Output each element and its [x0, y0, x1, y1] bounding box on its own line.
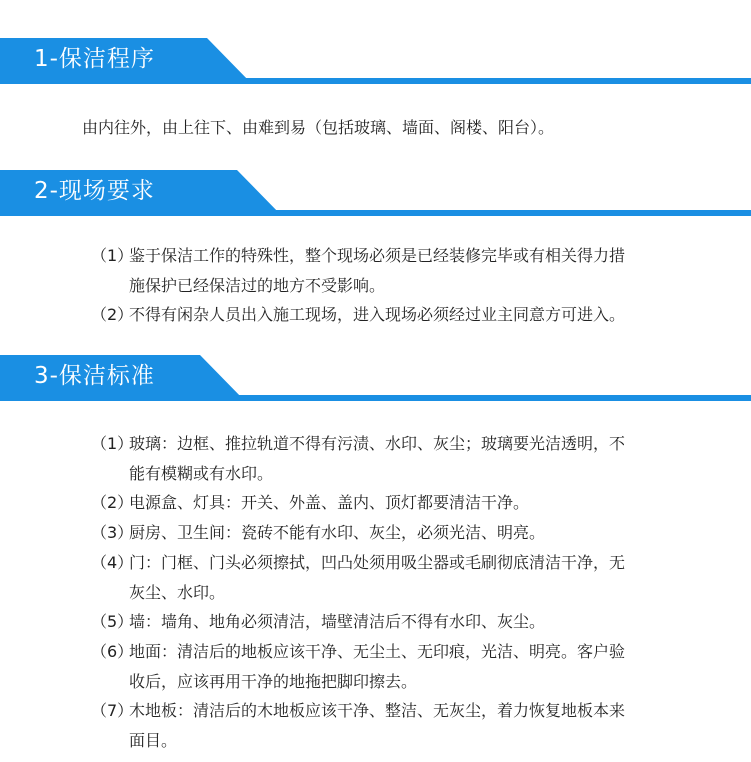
section-3-title: 3-保洁标准: [34, 363, 155, 389]
item-text-line: 木地板：清洁后的木地板应该干净、整洁、无灰尘，着力恢复地板本来: [129, 701, 626, 721]
item-text-line: 能有模糊或有水印。: [129, 463, 274, 483]
section-1-intro: 由内往外，由上往下、由难到易（包括玻璃、墙面、阁楼、阳台）。: [82, 118, 555, 137]
section-2-header: [0, 170, 751, 216]
list-item: [91, 518, 703, 548]
item-text-line: 墙：墙角、地角必须清洁，墙壁清洁后不得有水印、灰尘。: [129, 612, 546, 632]
list-item: [91, 548, 703, 607]
list-item: [91, 429, 703, 488]
list-item: [91, 637, 703, 696]
section-3-list: [91, 429, 703, 756]
section-2-list: [91, 241, 703, 330]
list-item: [91, 488, 703, 518]
item-text-line: 玻璃：边框、推拉轨道不得有污渍、水印、灰尘；玻璃要光洁透明，不: [129, 434, 626, 453]
list-item: [91, 696, 703, 755]
section-2-title: 2-现场要求: [34, 178, 155, 204]
item-text-line: 施保护已经保洁过的地方不受影响。: [129, 275, 386, 295]
item-text-line: 面目。: [129, 731, 178, 751]
item-text-line: 收后，应该再用干净的地拖把脚印擦去。: [129, 671, 418, 691]
item-text-line: 地面：清洁后的地板应该干净、无尘土、无印痕，光洁、明亮。客户验: [129, 641, 626, 661]
item-text-line: 灰尘、水印。: [129, 582, 226, 602]
item-text-line: 厨房、卫生间：瓷砖不能有水印、灰尘，必须光洁、明亮。: [129, 523, 546, 543]
list-item: [91, 300, 703, 330]
section-3-header: [0, 355, 751, 401]
item-number: （2）: [91, 493, 134, 513]
list-item: [91, 607, 703, 637]
item-number: （4）: [91, 552, 134, 572]
list-item: [91, 241, 703, 300]
item-text-line: 鉴于保洁工作的特殊性，整个现场必须是已经装修完毕或有相关得力措: [129, 246, 626, 265]
item-number: （2）: [91, 305, 134, 325]
item-text-line: 不得有闲杂人员出入施工现场，进入现场必须经过业主同意方可进入。: [129, 305, 626, 325]
item-number: （7）: [91, 701, 134, 721]
item-number: （1）: [91, 246, 134, 265]
item-number: （5）: [91, 612, 134, 632]
item-number: （6）: [91, 641, 134, 661]
section-1-header: [0, 38, 751, 84]
item-number: （1）: [91, 434, 134, 453]
section-1-title: 1-保洁程序: [34, 46, 155, 72]
item-text-line: 门：门框、门头必须擦拭，凹凸处须用吸尘器或毛刷彻底清洁干净，无: [129, 552, 626, 572]
item-number: （3）: [91, 523, 134, 543]
item-text-line: 电源盒、灯具：开关、外盖、盖内、顶灯都要清洁干净。: [129, 493, 530, 513]
